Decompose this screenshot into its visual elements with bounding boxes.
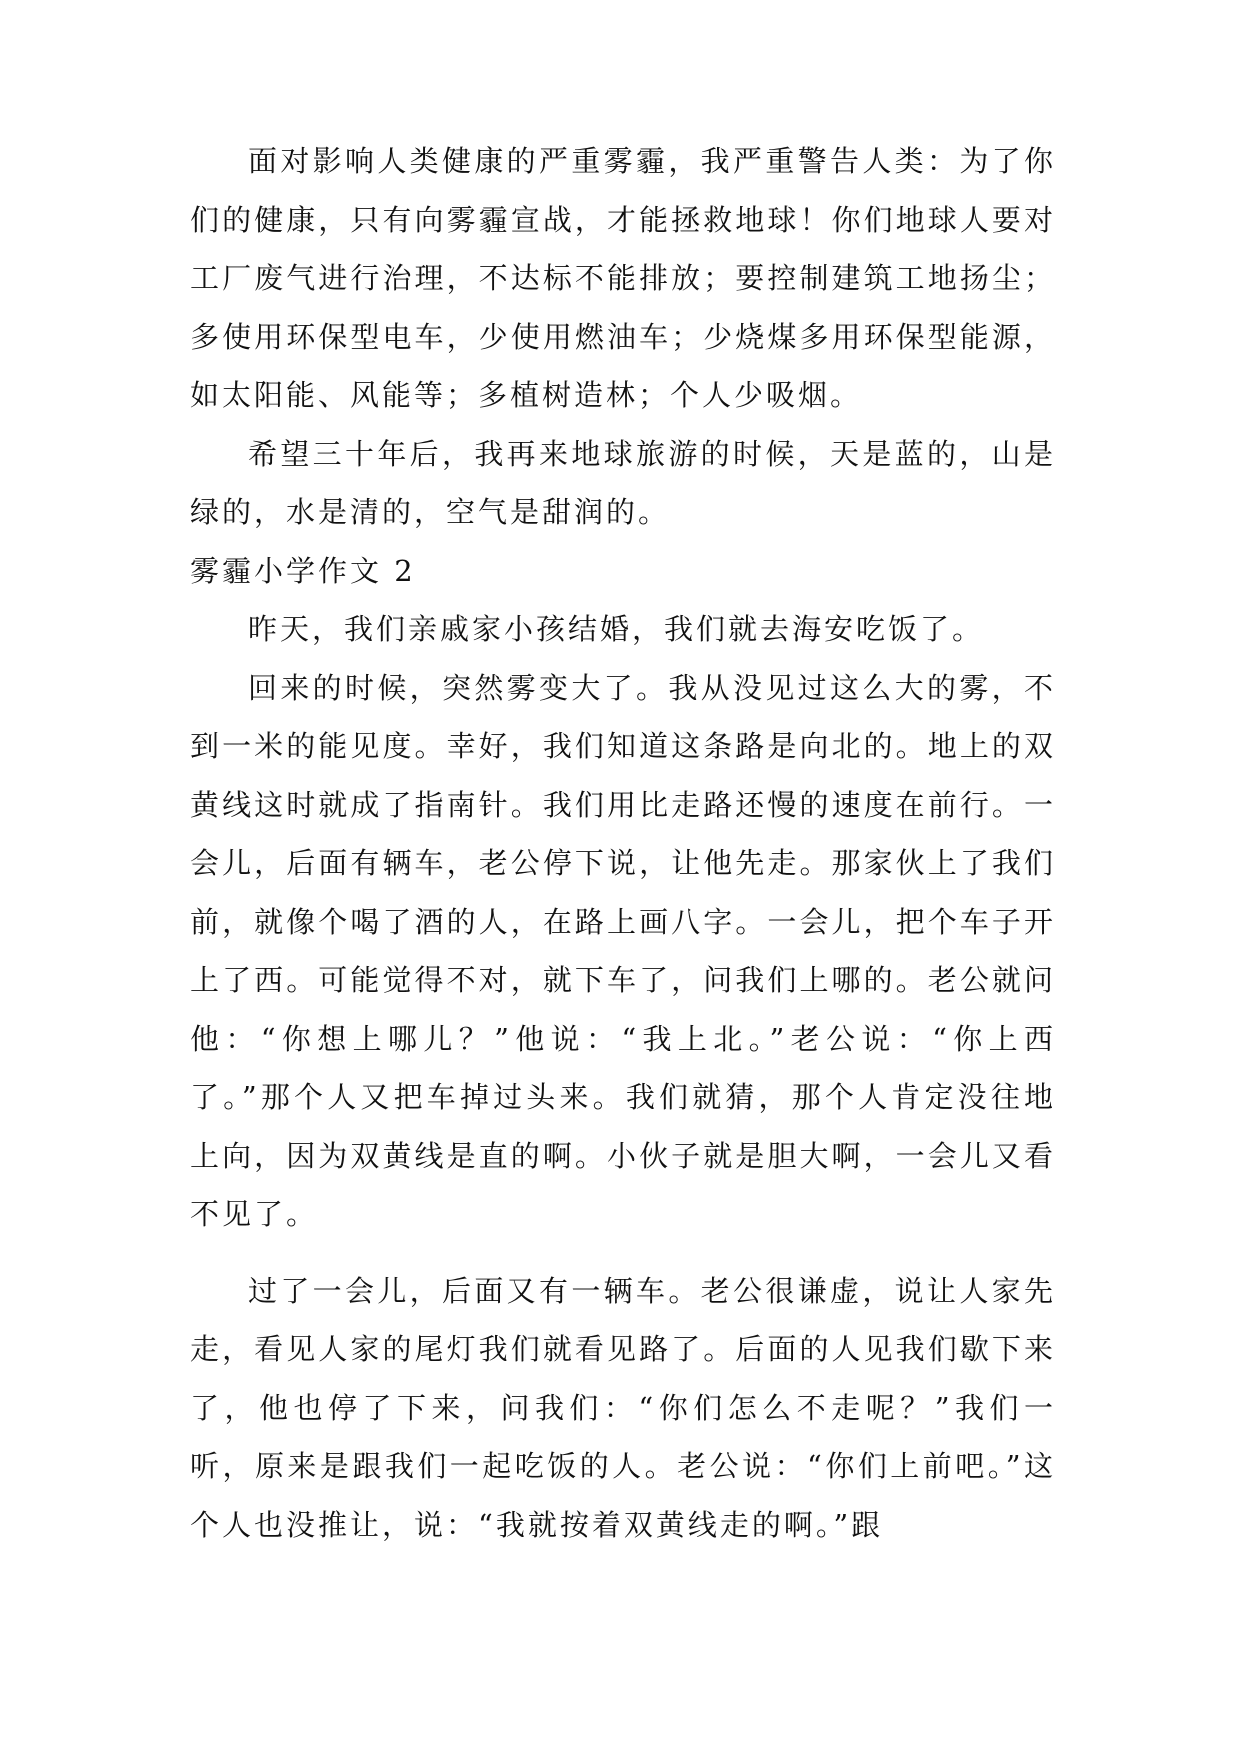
section-title: 雾霾小学作文 2 xyxy=(190,553,416,588)
paragraph-second-car: 过了一会儿，后面又有一辆车。老公很谦虚，说让人家先走，看见人家的尾灯我们就看见路了。后面的人见我们歇下来了，他也停了下来，问我们：“你们怎么不走呢？”我们一听，原来是跟我们一起吃饭的人。老公说：“你们上前吧。”这个人也没推让，说：“我就按着双黄线走的啊。”跟 xyxy=(190,1273,1056,1542)
paragraph-hope: 希望三十年后，我再来地球旅游的时候，天是蓝的，山是绿的，水是清的，空气是甜润的。 xyxy=(190,436,1056,529)
paragraph-smog-warning: 面对影响人类健康的严重雾霾，我严重警告人类：为了你们的健康，只有向雾霾宣战，才能拯救地球！你们地球人要对工厂废气进行治理，不达标不能排放；要控制建筑工地扬尘；多使用环保型电车，少使用燃油车；少烧煤多用环保型能源，如太阳能、风能等；多植树造林；个人少吸烟。 xyxy=(190,144,1056,412)
paragraph-fog-drive: 回来的时候，突然雾变大了。我从没见过这么大的雾，不到一米的能见度。幸好，我们知道这条路是向北的。地上的双黄线这时就成了指南针。我们用比走路还慢的速度在前行。一会儿，后面有辆车，老公停下说，让他先走。那家伙上了我们前，就像个喝了酒的人，在路上画八字。一会儿，把个车子开上了西。可能觉得不对，就下车了，问我们上哪的。老公就问他：“你想上哪儿？”他说：“我上北。”老公说：“你上西了。”那个人又把车掉过头来。我们就猜，那个人肯定没往地上向，因为双黄线是直的啊。小伙子就是胆大啊，一会儿又看不见了。 xyxy=(190,670,1056,1231)
document-body xyxy=(190,132,1056,1554)
paragraph-wedding: 昨天，我们亲戚家小孩结婚，我们就去海安吃饭了。 xyxy=(248,612,985,646)
